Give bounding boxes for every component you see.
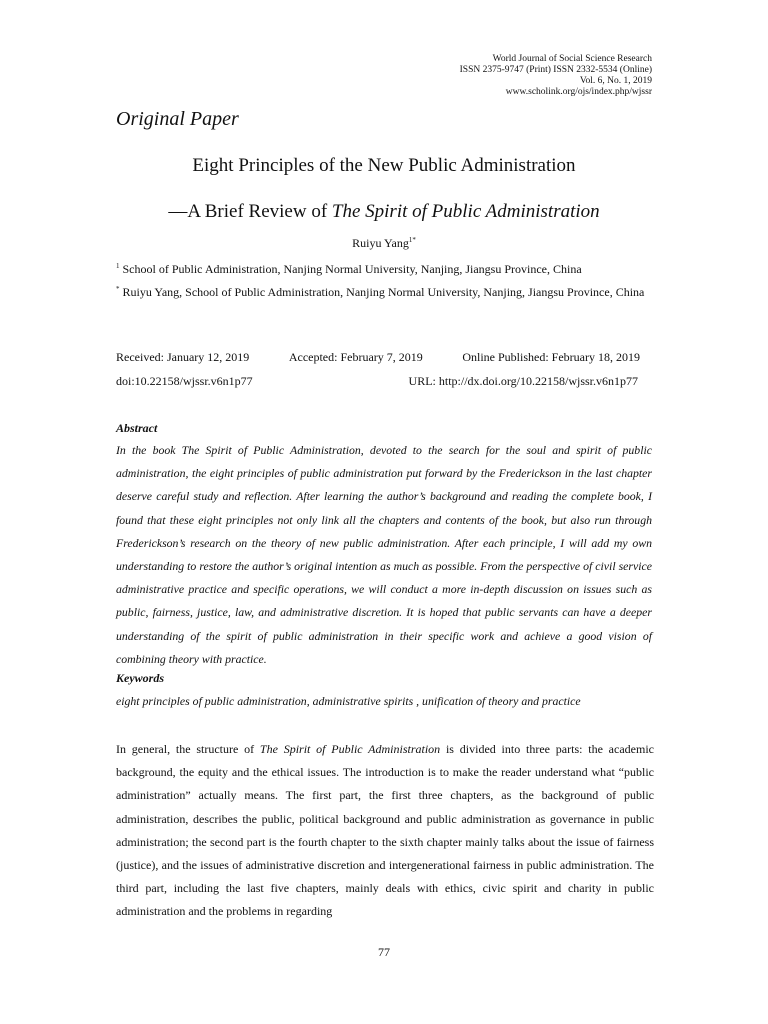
published-date: Online Published: February 18, 2019 <box>462 350 640 364</box>
journal-name: World Journal of Social Science Research <box>492 54 652 64</box>
paper-subtitle <box>0 201 768 223</box>
subtitle-prefix: —A Brief Review of <box>168 201 332 222</box>
body-paragraph <box>116 738 654 924</box>
journal-url: www.scholink.org/ojs/index.php/wjssr <box>505 87 652 97</box>
received-date: Received: January 12, 2019 <box>116 350 250 364</box>
journal-issn: ISSN 2375-9747 (Print) ISSN 2332-5534 (Online) <box>459 65 652 75</box>
affiliation-1 <box>116 258 656 280</box>
paper-title: Eight Principles of the New Public Administration <box>192 155 576 176</box>
affiliation-text: Ruiyu Yang, School of Public Administration, Nanjing Normal University, Nanjing, Jiangsu Province, China <box>122 285 645 299</box>
doi-row <box>116 374 638 389</box>
keywords-heading: Keywords <box>116 671 164 685</box>
affiliation-text: School of Public Administration, Nanjing Normal University, Nanjing, Jiangsu Province, China <box>122 262 582 276</box>
doi-text: doi:10.22158/wjssr.v6n1p77 <box>116 374 253 388</box>
journal-header <box>460 54 652 98</box>
page-number: 77 <box>378 945 390 959</box>
author-line <box>0 236 768 251</box>
affiliation-mark: * <box>116 285 120 293</box>
body-book-title: The Spirit of Public Administration <box>259 742 441 756</box>
author-marks: 1* <box>408 236 416 244</box>
accepted-date: Accepted: February 7, 2019 <box>288 350 423 364</box>
body-intro: In general, the structure of <box>116 742 260 756</box>
author-name: Ruiyu Yang <box>352 236 409 250</box>
keywords-text: eight principles of public administration, administrative spirits , unification of theory and practice <box>116 694 581 708</box>
body-rest: is divided into three parts: the academic background, the equity and the ethical issues. The introduction is to make the reader understand what “public administration” actually means. The first part, the first three chapters, as the background of public administration, describes the public, political background and public administration as governance in public administration; the second part is the fourth chapter to the sixth chapter mainly talks about the issue of fairness (justice), and the issues of administrative discretion and intergenerational fairness in public administration. The third part, including the last five chapters, mainly deals with ethics, civic spirit and charity in public administration and the problems in regarding <box>116 742 654 919</box>
affiliation-mark: 1 <box>116 262 120 270</box>
doi-url-link[interactable]: URL: http://dx.doi.org/10.22158/wjssr.v6n1p77 <box>408 374 638 388</box>
abstract-heading: Abstract <box>116 421 158 435</box>
affiliation-2 <box>116 281 656 303</box>
abstract-text: In the book The Spirit of Public Administration, devoted to the search for the soul and spirit of public administration, the eight principles of public administration put forward by the Frederickson in the last chapter deserve careful study and reflection. After learning the author’s background and reading the complete book, I found that these eight principles not only link all the chapters and contents of the book, but also run through Frederickson’s research on the theory of new public administration. After each principle, I will add my own understanding to restore the author’s original intention as much as possible. From the perspective of civil service administrative practice and specific operations, we will conduct a more in-depth discussion on issues such as public, fairness, justice, law, and administrative discretion. It is hoped that public servants can have a deeper understanding of the spirit of public administration in their specific work and achieve a good vision of combining theory with practice. <box>116 443 652 666</box>
dates-row <box>116 350 640 365</box>
journal-volume: Vol. 6, No. 1, 2019 <box>579 76 652 86</box>
section-label: Original Paper <box>116 108 239 130</box>
subtitle-book-title: The Spirit of Public Administration <box>331 201 600 222</box>
